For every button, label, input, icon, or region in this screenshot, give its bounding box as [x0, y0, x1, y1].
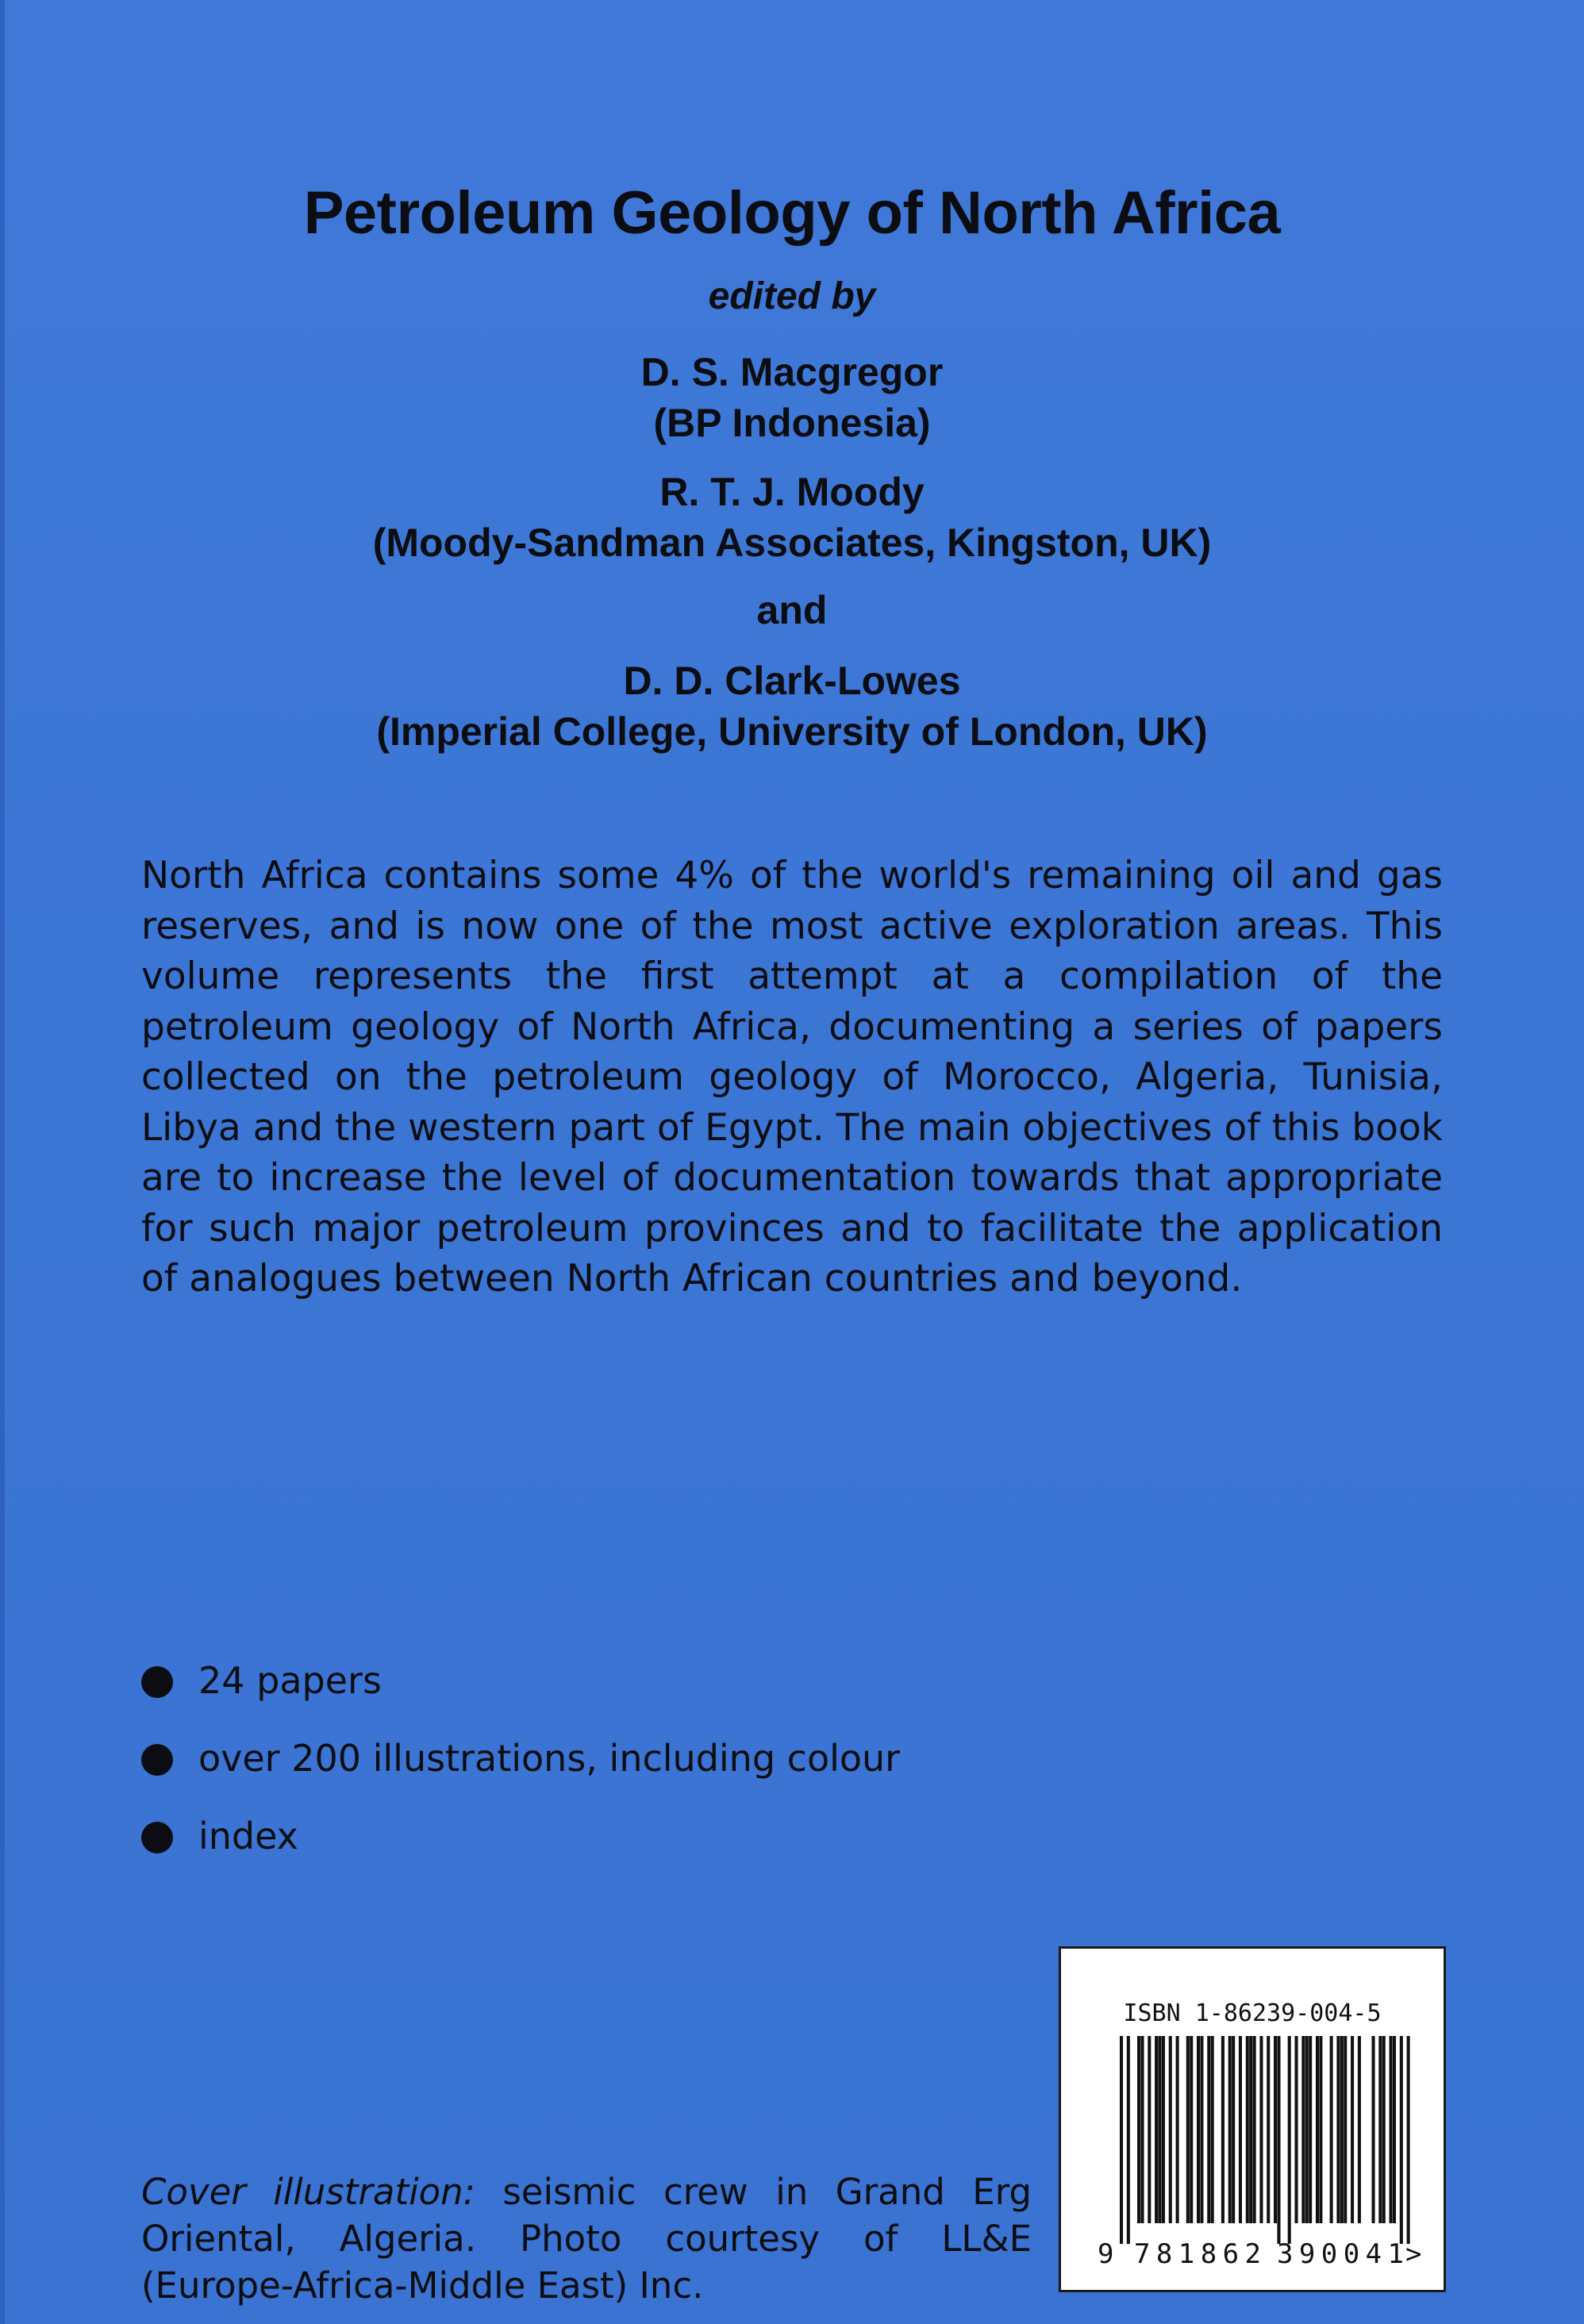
- barcode-bar: [1378, 2036, 1382, 2223]
- barcode-bar: [1232, 2036, 1235, 2223]
- isbn-number: ISBN 1-86239-004-5: [1123, 1999, 1382, 2027]
- barcode-bar: [1344, 2036, 1347, 2223]
- barcode-bar: [1301, 2036, 1305, 2223]
- barcode-bar: [1319, 2036, 1322, 2223]
- barcode-bar: [1200, 2036, 1203, 2223]
- barcode-bar: [1176, 2036, 1179, 2223]
- and-conjunction: and: [756, 588, 828, 632]
- barcode-bar: [1246, 2036, 1249, 2223]
- barcode-bar: [1288, 2036, 1291, 2244]
- editor-affiliation: (Imperial College, University of London, UK): [376, 709, 1208, 754]
- barcode-bar: [1207, 2036, 1210, 2223]
- feature-item: [141, 1814, 900, 1892]
- editor-affiliation: (Moody-Sandman Associates, Kingston, UK): [372, 520, 1212, 565]
- barcode-bar: [1340, 2036, 1344, 2223]
- barcode-bar: [1249, 2036, 1252, 2223]
- barcode-bar: [1221, 2036, 1225, 2223]
- barcode-bar: [1294, 2036, 1298, 2223]
- barcode-bar: [1239, 2036, 1242, 2223]
- barcode-bar: [1140, 2036, 1144, 2223]
- editor-1: [0, 347, 1584, 448]
- barcode-bar: [1127, 2036, 1130, 2244]
- feature-text: 24 papers: [198, 1659, 382, 1702]
- editor-affiliation: (BP Indonesia): [653, 401, 931, 445]
- feature-item: [141, 1658, 900, 1736]
- barcode-bar: [1336, 2036, 1340, 2223]
- barcode-lead-digit: 9: [1098, 2238, 1114, 2270]
- cover-credit-label: Cover illustration:: [141, 2171, 475, 2213]
- barcode-bar: [1137, 2036, 1140, 2223]
- barcode-digits-right: 390041: [1277, 2238, 1404, 2270]
- barcode-bar: [1190, 2036, 1193, 2223]
- barcode-graphic: [1093, 2036, 1426, 2274]
- barcode-bar: [1162, 2036, 1165, 2223]
- feature-text: over 200 illustrations, including colour: [198, 1737, 901, 1780]
- barcode-bar: [1120, 2036, 1123, 2244]
- isbn-barcode-box: [1059, 1946, 1446, 2292]
- editor-3: [0, 655, 1584, 757]
- barcode-bar: [1330, 2036, 1333, 2223]
- barcode-bars: [1120, 2036, 1410, 2244]
- barcode-quiet-zone-mark: >: [1405, 2238, 1422, 2270]
- barcode-bar: [1309, 2036, 1312, 2223]
- bullet-icon: [141, 1822, 173, 1853]
- barcode-digits-left: 781862: [1134, 2238, 1261, 2270]
- barcode-bar: [1211, 2036, 1214, 2223]
- barcode-bar: [1159, 2036, 1162, 2223]
- bullet-icon: [141, 1666, 173, 1698]
- barcode-bar: [1371, 2036, 1374, 2223]
- book-description: North Africa contains some 4% of the world's remaining oil and gas reserves, and is now one of the most active exploration areas. This volume represents the first attempt at a compilation of the petroleum geology of North Africa, documenting a series of papers collected on the petroleum geology of Morocco, Algeria, Tunisia, Libya and the western part of Egypt. The main objectives of this book are to increase the level of documentation towards that appropriate for such major petroleum provinces and to facilitate the application of analogues between North African countries and beyond.: [141, 854, 1443, 1300]
- barcode-bar: [1358, 2036, 1361, 2223]
- barcode-bar: [1407, 2036, 1410, 2244]
- barcode-bar: [1148, 2036, 1151, 2223]
- editor-name: D. S. Macgregor: [640, 350, 944, 394]
- editor-name: D. D. Clark-Lowes: [623, 659, 961, 703]
- barcode-bar: [1277, 2036, 1280, 2244]
- book-title: Petroleum Geology of North Africa: [303, 179, 1281, 247]
- barcode-bar: [1253, 2036, 1256, 2223]
- feature-list: [141, 1658, 900, 1892]
- barcode-bar: [1390, 2036, 1393, 2223]
- barcode-bar: [1228, 2036, 1232, 2223]
- barcode-bar: [1400, 2036, 1403, 2244]
- barcode-bar: [1197, 2036, 1200, 2223]
- barcode-bar: [1259, 2036, 1263, 2223]
- cover-illustration-credit: [141, 2168, 1032, 2309]
- feature-item: [141, 1736, 900, 1814]
- feature-text: index: [198, 1815, 298, 1857]
- barcode-bar: [1393, 2036, 1396, 2223]
- barcode-bar: [1316, 2036, 1319, 2223]
- barcode-bar: [1274, 2036, 1277, 2223]
- barcode-bar: [1155, 2036, 1158, 2223]
- editor-name: R. T. J. Moody: [659, 470, 925, 514]
- editor-2: [0, 467, 1584, 568]
- cover-credit-text: seismic crew in Grand Erg Oriental, Algeria. Photo courtesy of LL&E (Europe-Africa-Middle East) Inc.: [141, 2171, 1032, 2307]
- barcode-bar: [1305, 2036, 1309, 2223]
- barcode-bar: [1351, 2036, 1354, 2223]
- bullet-icon: [141, 1744, 173, 1776]
- barcode-bar: [1186, 2036, 1190, 2223]
- edited-by-label: edited by: [708, 275, 876, 317]
- barcode-bar: [1382, 2036, 1386, 2223]
- barcode-bar: [1267, 2036, 1270, 2223]
- barcode-bar: [1169, 2036, 1172, 2223]
